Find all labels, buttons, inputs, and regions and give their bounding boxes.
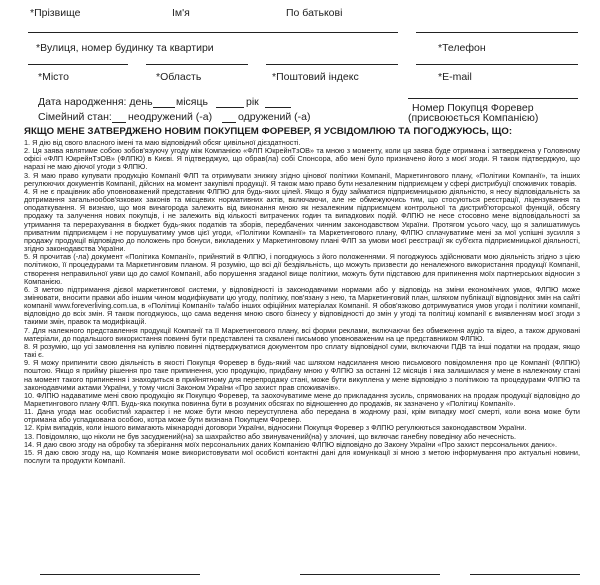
agreement-clause: 6. З метою підтримання дієвої маркетингової системи, у відповідності із законодавчими нормами або у відповідь на зміни економічних умов, ФЛПЮ може змінювати, вносити правки або іншим чином модифікувати цю угоду, політику, пов'язану з нею, та Маркетинговий план, шляхом публікації відповідних змін на сайті компанії www.foreverliving.com.ua, в «Політиці Компанії» та/або інших офіційних матеріалах Компанії. Я обов'язково дотримуватися умов угоди і політики компанії, відповідно до всіх змін. Я також погоджуюсь, що сама ведення мною свого бізнесу у відповідності до змін у угоді та політиці компанії є виявленням моєї згоди з такими змін, правок та модифікацій. xyxy=(24,284,580,327)
agreement-clause: 1. Я дію від свого власного імені та маю відповідний обсяг цивільної дієздатності. xyxy=(24,138,301,147)
patronymic-label: По батькові xyxy=(286,7,343,19)
signature-line-left[interactable] xyxy=(40,574,200,575)
region-line[interactable] xyxy=(146,64,248,65)
birth-year-label: рік xyxy=(246,96,259,108)
phone-label: *Телефон xyxy=(438,42,486,54)
agreement-clause: 14. Я даю свою згоду на обробку та зберігання моїх персональних даних Компанією ФЛПЮ відповідно до Закону України «Про захист персональних даних». xyxy=(24,439,558,449)
phone-line[interactable] xyxy=(416,32,578,33)
email-line[interactable] xyxy=(416,64,578,65)
city-line[interactable] xyxy=(28,64,128,65)
name-label: Ім'я xyxy=(172,7,190,19)
email-label: *E-mail xyxy=(438,71,472,83)
agreement-clause: 2. Ця заява являтиме собою зобов'язуючу угоду між Компанією «ФЛП ЮкрейнТзОВ» та мною з моменту, коли ця заява буде отримана і затверджена у Головному офісі «ФЛП ЮкрейнТзОВ» (ФЛПЮ) в Києві. Я підтверджую, що обрав(ла) собі Спонсора, або мені було призначено його з моєї згоди. Я також підтверджую, що наразі не маю діючої угоди з ФЛПЮ. xyxy=(24,146,580,172)
birth-day-field[interactable] xyxy=(153,107,175,108)
birth-year-field[interactable] xyxy=(265,107,291,108)
agreement-clause: 3. Я маю право купувати продукцію Компанії ФЛП та отримувати знижку згідно цінової політики Компанії, Маркетингового плану, «Політики Компанії», та інших регулюючих документів Компанії, дійсних на момент закупівлі продукції. Я також маю право бути незалежним підприємцем у сфері дистрибуції споживчих товарів. xyxy=(24,170,580,188)
street-line[interactable] xyxy=(28,32,398,33)
agreement-clause: 13. Повідомляю, що ніколи не був засуджений(на) за шахрайство або звинувачений(на) у злочині, що включає ганебну поведінку або нечесність. xyxy=(24,431,517,441)
fbo-number-label: Номер Покупця Форевер xyxy=(412,102,534,114)
birth-day-label: Дата народження: день xyxy=(38,96,153,108)
agreement-clause: 12. Крім випадків, коли іншого вимагають міжнародні договори України, відносини Покупця Форевер з ФЛПЮ регулюються законодавством України. xyxy=(24,423,527,433)
not-married-checkbox[interactable] xyxy=(112,122,126,123)
city-label: *Місто xyxy=(38,71,69,83)
agreement-clause: 8. Я розумію, що усі замовлення на купівлю повинні підтверджуватися документом про сплату відповідної суми, включаючи ПДВ та інші податки на продаж, якщо такі є. xyxy=(24,341,580,360)
street-label: *Вулиця, номер будинку та квартири xyxy=(36,42,214,54)
agreement-clause: 11. Дана угода має особистий характер і не може бути мною переуступлена або передана в жодному разі, крім випадку моєї смерті, коли вона може бути отримана або успадкована особою, котра може бути визнана Покупцем Форевер. xyxy=(24,407,580,425)
married-checkbox[interactable] xyxy=(222,122,236,123)
postcode-line[interactable] xyxy=(266,64,398,65)
not-married-label: неодружений (-а) xyxy=(128,111,213,123)
agreement-clause: 9. Я можу припинити свою діяльність в якості Покупця Форевер в будь-який час шляхом надсилання мною письмового повідомлення про це Компанії (ФЛПЮ) поштою. Якщо я прийму рішення про таке припинення, усю продукцію, придбану мною у ФЛПЮ за останні 12 місяців і яка залишилася у мене в належному стані на момент такого припинення і знаходиться в прийнятному для перепродажу стані, може бути викуплена у мене відповідно з політикою та процедурами ФЛПЮ та законодавчими актами України, у тому числі Законом України «Про захист прав споживачів». xyxy=(24,358,580,392)
agreement-clause: 7. Для належного представлення продукції Компанії та її Маркетингового плану, всі форми реклами, включаючи без обмеження аудіо та відео, а також друковані матеріали, до подальшого використання повинні бути представлені та схвалені письмово уповноваженим на це представником ФЛПЮ. xyxy=(24,325,580,343)
agreement-clause: 10. ФЛПЮ надаватиме мені свою продукцію як Покупцю Форевер, та заохочуватиме мене до прикладання зусиль, спрямованих на продаж продукції відповідно до Маркетингового плану ФЛП. Будь-яка покупка повинна бути в розумних обсягах по відношенню до продажів, як зазначено у «Політиці Компанії». xyxy=(24,390,580,408)
agreement-clause: 15. Я даю свою згоду на, що Компанія може використовувати мої особисті контактні дані для комунікації зі мною з метою інформування про актуальні новини, послуги та продукти Компанії. xyxy=(24,447,580,466)
agreement-clause: 4. Я не є працівник або уповноважений представник ФЛПЮ для будь-яких цілей. Якщо я буду займатися підприємницькою діяльністю, я несу відповідальність за дотримання загальнообов'язкових законів та місцевих нормативних актів, включаючи, але не обмежуючись тим, що стосуються реєстрації, ліцензування та оподаткування. Я визнаю, що моя винагорода залежить від виконання мною як незалежним підприємцем контрольної та дистриб'юторської функцій, обсягу продажу та залучення нових покупців, і не залежить від кількості витрачених годин та випадкових подій. ФЛПЮ не несе стосовно мене відповідальності за утримання та перерахування в бюджет будь-яких податків та зборів, передбачених чинним законодавством України. Протягом усього часу, що я залишатимусь приватним підприємцем і не порушуватиму умов цієї угоди, «Політики Компанії» та Маркетингового плану, ФЛПЮ сплачуватиме мені за мої успішні зусилля з продажу продукції відповідно до положень про бонуси, викладених у Маркетинговому плані ФЛП за умови моєї реєстрації як суб'єкта підприємницької діяльності, згідно законодавства України. xyxy=(24,186,580,254)
signature-line-right[interactable] xyxy=(470,574,580,575)
agreement-clause: 5. Я прочитав (-ла) документ «Політика Компанії», прийнятий в ФЛПЮ, і погоджуюсь з його положеннями. Я погоджуюсь здійснювати мою діяльність згідно з цією політикою, її процедурами та Маркетинговим планом. Я розумію, що всі дії бездіяльність, що можуть призвести до неналежного використання продукції Компанії, створення неправильної уяви що до самої Компанії, або порушення згаданої вище політики, можуть бути підставою для припинення моїх партнерських відносин з Компанією. xyxy=(24,252,580,286)
marital-status-label: Сімейний стан: xyxy=(38,111,112,123)
birth-month-field[interactable] xyxy=(216,107,244,108)
fbo-number-line[interactable] xyxy=(408,98,578,99)
married-label: одружений (-а) xyxy=(238,111,311,123)
region-label: *Область xyxy=(156,71,202,83)
signature-line-middle[interactable] xyxy=(300,574,440,575)
agreement-text xyxy=(24,139,580,465)
fbo-number-note: (присвоюється Компанією) xyxy=(408,112,539,124)
postcode-label: *Поштовий індекс xyxy=(272,71,359,83)
surname-label: *Прізвище xyxy=(30,7,81,19)
birth-month-label: місяць xyxy=(176,96,208,108)
agreement-title: ЯКЩО МЕНЕ ЗАТВЕРДЖЕНО НОВИМ ПОКУПЦЕМ ФОРЕВЕР, Я УСВІДОМЛЮЮ ТА ПОГОДЖУЮСЬ, ЩО: xyxy=(24,126,513,137)
